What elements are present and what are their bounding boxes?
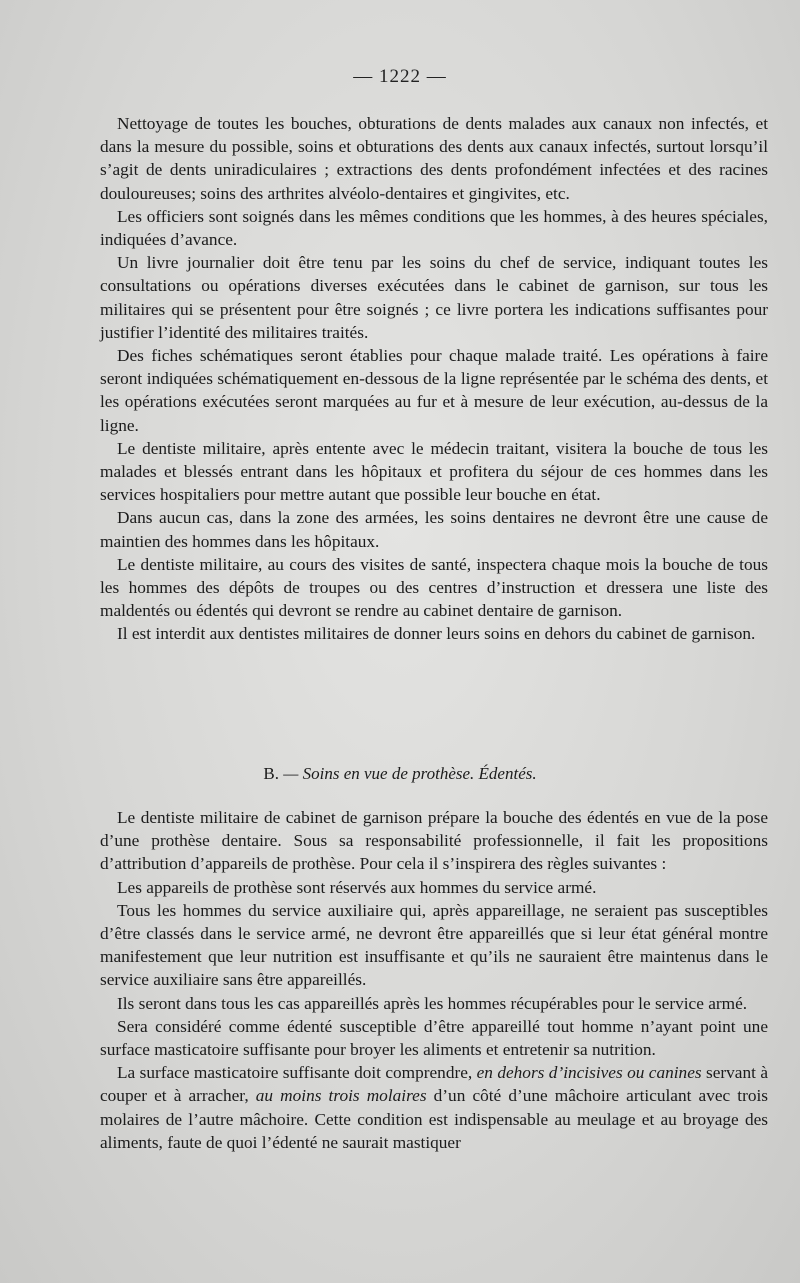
section-2-text — [100, 806, 768, 1154]
section-heading — [0, 764, 800, 784]
paragraph: Le dentiste militaire, au cours des visites de santé, inspectera chaque mois la bouche de tous les hommes des dépôts de troupes ou des centres d’instruction et dressera une liste des maldentés ou édentés qui devront se rendre au cabinet dentaire de garnison. — [100, 554, 768, 621]
paragraph: Dans aucun cas, dans la zone des armées, les soins dentaires ne devront être une cause de maintien des hommes dans les hôpitaux. — [100, 508, 768, 551]
section-1-text — [100, 112, 768, 646]
paragraph: Les officiers sont soignés dans les mêmes conditions que les hommes, à des heures spéciales, indiquées d’avance. — [100, 206, 768, 250]
section-heading-text: — Soins en vue de prothèse. Édentés. — [283, 764, 537, 783]
paragraph: Il est interdit aux dentistes militaires de donner leurs soins en dehors du cabinet de garnison. — [117, 624, 756, 644]
paragraph — [100, 1061, 768, 1154]
text-run: d’un côté d’une mâchoire articulant avec trois molaires de l’autre mâchoire. Cette condition est indispensable au meulage et au broyage des aliments, faute de quoi l’édenté ne saurait mastiquer — [100, 1086, 768, 1152]
section-heading-letter: B. — [263, 764, 279, 783]
text-run: servant à couper et à arracher, — [100, 1063, 768, 1106]
paragraph: Tous les hommes du service auxiliaire qui, après appareillage, ne seraient pas susceptibles d’être classés dans le service armé, ne devront être appareillés que si leur état général montre manifestement que leur nutrition est insuffisante et qu’ils ne sauraient être maintenus dans le service auxiliaire sans être appareillés. — [100, 900, 768, 990]
paragraph: Nettoyage de toutes les bouches, obturations de dents malades aux canaux non infectés, et dans la mesure du possible, soins et obturations des dents aux canaux infectés, surtout lorsqu’il s’agit de dents uniradiculaires ; extractions des dents profondément infectées et des racines douloureuses; soins des arthrites alvéolo-dentaires et gingivites, etc. — [100, 114, 768, 203]
paragraph: Ils seront dans tous les cas appareillés après les hommes récupérables pour le service armé. — [117, 993, 748, 1013]
paragraph: Les appareils de prothèse sont réservés aux hommes du service armé. — [117, 877, 597, 897]
italic-run: au moins trois molaires — [255, 1086, 427, 1106]
italic-run: en dehors d’incisives ou canines — [476, 1063, 702, 1083]
paragraph: Sera considéré comme édenté susceptible d’être appareillé tout homme n’ayant point une surface masticatoire suffisante pour broyer les aliments et entretenir sa nutrition. — [100, 1016, 768, 1060]
paragraph: Des fiches schématiques seront établies pour chaque malade traité. Les opérations à faire seront indiquées schématiquement en-dessous de la ligne représentée par le schéma des dents, et les opérations exécutées seront marquées au fur et à mesure de leur exécution, au-dessus de la ligne. — [100, 346, 768, 435]
paragraph: Un livre journalier doit être tenu par les soins du chef de service, indiquant toutes les consultations ou opérations diverses exécutées dans le cabinet de garnison, sur tous les militaires qui se présentent pour être soignés ; ce livre portera les indications suffisantes pour justifier l’identité des militaires traités. — [100, 253, 768, 342]
text-run: La surface masticatoire suffisante doit comprendre, — [117, 1063, 477, 1083]
paragraph: Le dentiste militaire de cabinet de garnison prépare la bouche des édentés en vue de la pose d’une prothèse dentaire. Sous sa responsabilité professionnelle, il fait les propositions d’attribution d’appareils de prothèse. Pour cela il s’inspirera des règles suivantes : — [100, 808, 768, 874]
paragraph: Le dentiste militaire, après entente avec le médecin traitant, visitera la bouche de tous les malades et blessés entrant dans les hôpitaux et profitera du séjour de ces hommes dans les services hospitaliers pour mettre autant que possible leur bouche en état. — [100, 438, 768, 505]
page-number: — 1222 — — [353, 66, 447, 87]
